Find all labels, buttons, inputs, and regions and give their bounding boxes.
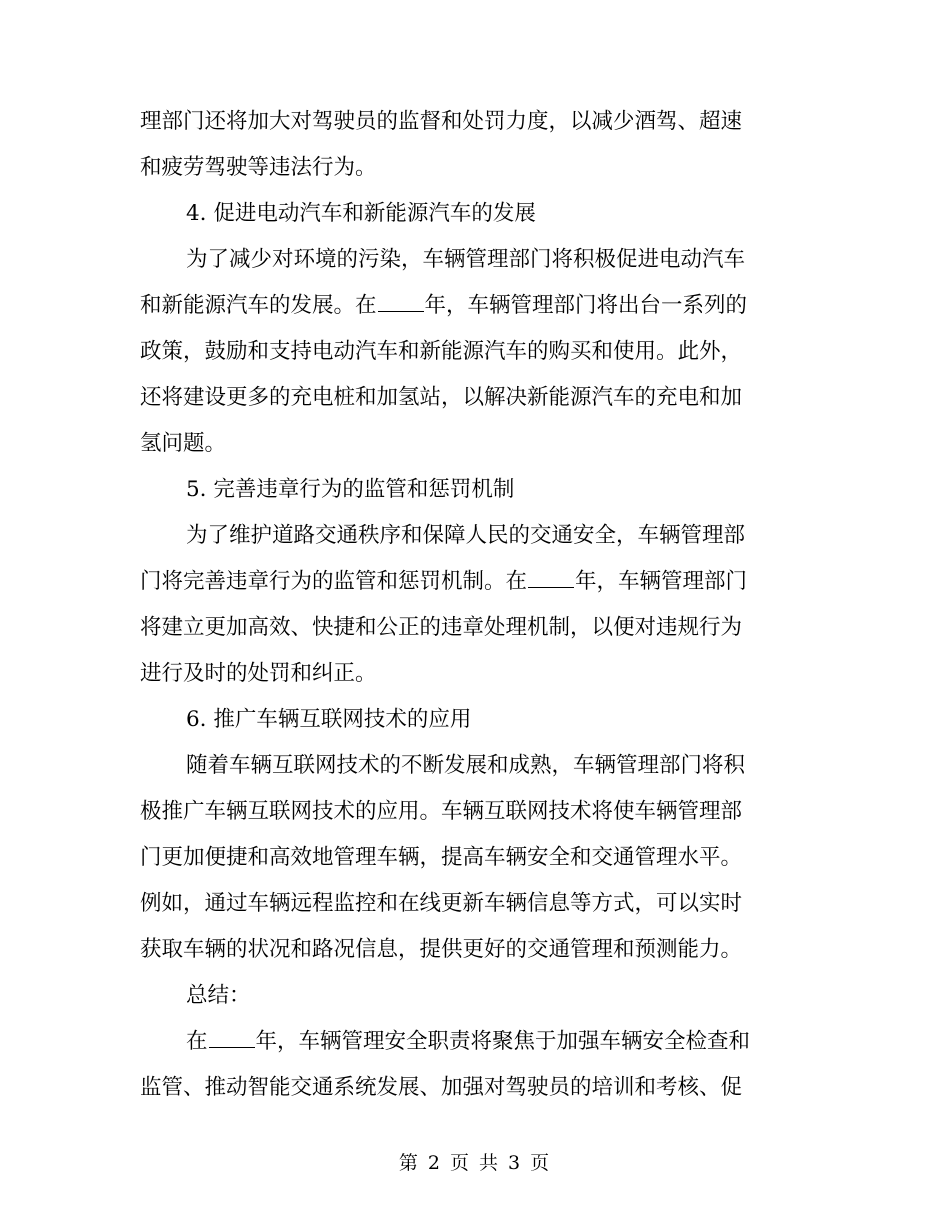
text-line: 6. 推广车辆互联网技术的应用 [186, 707, 472, 732]
text-line: 为了减少对环境的污染，车辆管理部门将积极促进电动汽车 [186, 247, 746, 272]
text-line: 为了维护道路交通秩序和保障人民的交通安全，车辆管理部 [186, 523, 746, 548]
text-segment: 年，车辆管理部门将出台一系列的 [424, 293, 748, 318]
text-line: 还将建设更多的充电桩和加氢站，以解决新能源汽车的充电和加 [140, 385, 743, 410]
text-line: 监管、推动智能交通系统发展、加强对驾驶员的培训和考核、促 [140, 1075, 743, 1100]
fill-in-blank [378, 293, 424, 312]
text-line: 获取车辆的状况和路况信息，提供更好的交通管理和预测能力。 [140, 937, 743, 962]
text-segment: 和新能源汽车的发展。在 [140, 293, 377, 318]
text-line: 进行及时的处罚和纠正。 [140, 661, 377, 686]
text-line: 总结： [186, 983, 251, 1008]
text-line: 将建立更加高效、快捷和公正的违章处理机制，以便对违规行为 [140, 615, 743, 640]
text-segment: 在 [186, 1029, 208, 1054]
document-body [140, 99, 800, 1111]
text-line: 4. 促进电动汽车和新能源汽车的发展 [186, 201, 536, 226]
text-segment: 年，车辆管理部门 [575, 569, 748, 594]
text-line [140, 1019, 800, 1065]
text-line: 5. 完善违章行为的监管和惩罚机制 [186, 477, 515, 502]
page-footer: 第 2 页 共 3 页 [398, 1152, 552, 1174]
text-line: 极推广车辆互联网技术的应用。车辆互联网技术将使车辆管理部 [140, 799, 743, 824]
text-line: 随着车辆互联网技术的不断发展和成熟，车辆管理部门将积 [186, 753, 746, 778]
text-segment: 年，车辆管理安全职责将聚焦于加强车辆安全检查和 [255, 1029, 751, 1054]
text-line [140, 559, 800, 605]
text-line: 和疲劳驾驶等违法行为。 [140, 155, 377, 180]
text-segment: 门将完善违章行为的监管和惩罚机制。在 [140, 569, 528, 594]
text-line: 门更加便捷和高效地管理车辆，提高车辆安全和交通管理水平。 [140, 845, 743, 870]
fill-in-blank [528, 569, 574, 588]
text-line: 例如，通过车辆远程监控和在线更新车辆信息等方式，可以实时 [140, 891, 743, 916]
text-line: 理部门还将加大对驾驶员的监督和处罚力度，以减少酒驾、超速 [140, 109, 743, 134]
fill-in-blank [209, 1029, 255, 1048]
text-line: 氢问题。 [140, 431, 227, 456]
text-line: 政策，鼓励和支持电动汽车和新能源汽车的购买和使用。此外， [140, 339, 743, 364]
text-line [140, 283, 800, 329]
